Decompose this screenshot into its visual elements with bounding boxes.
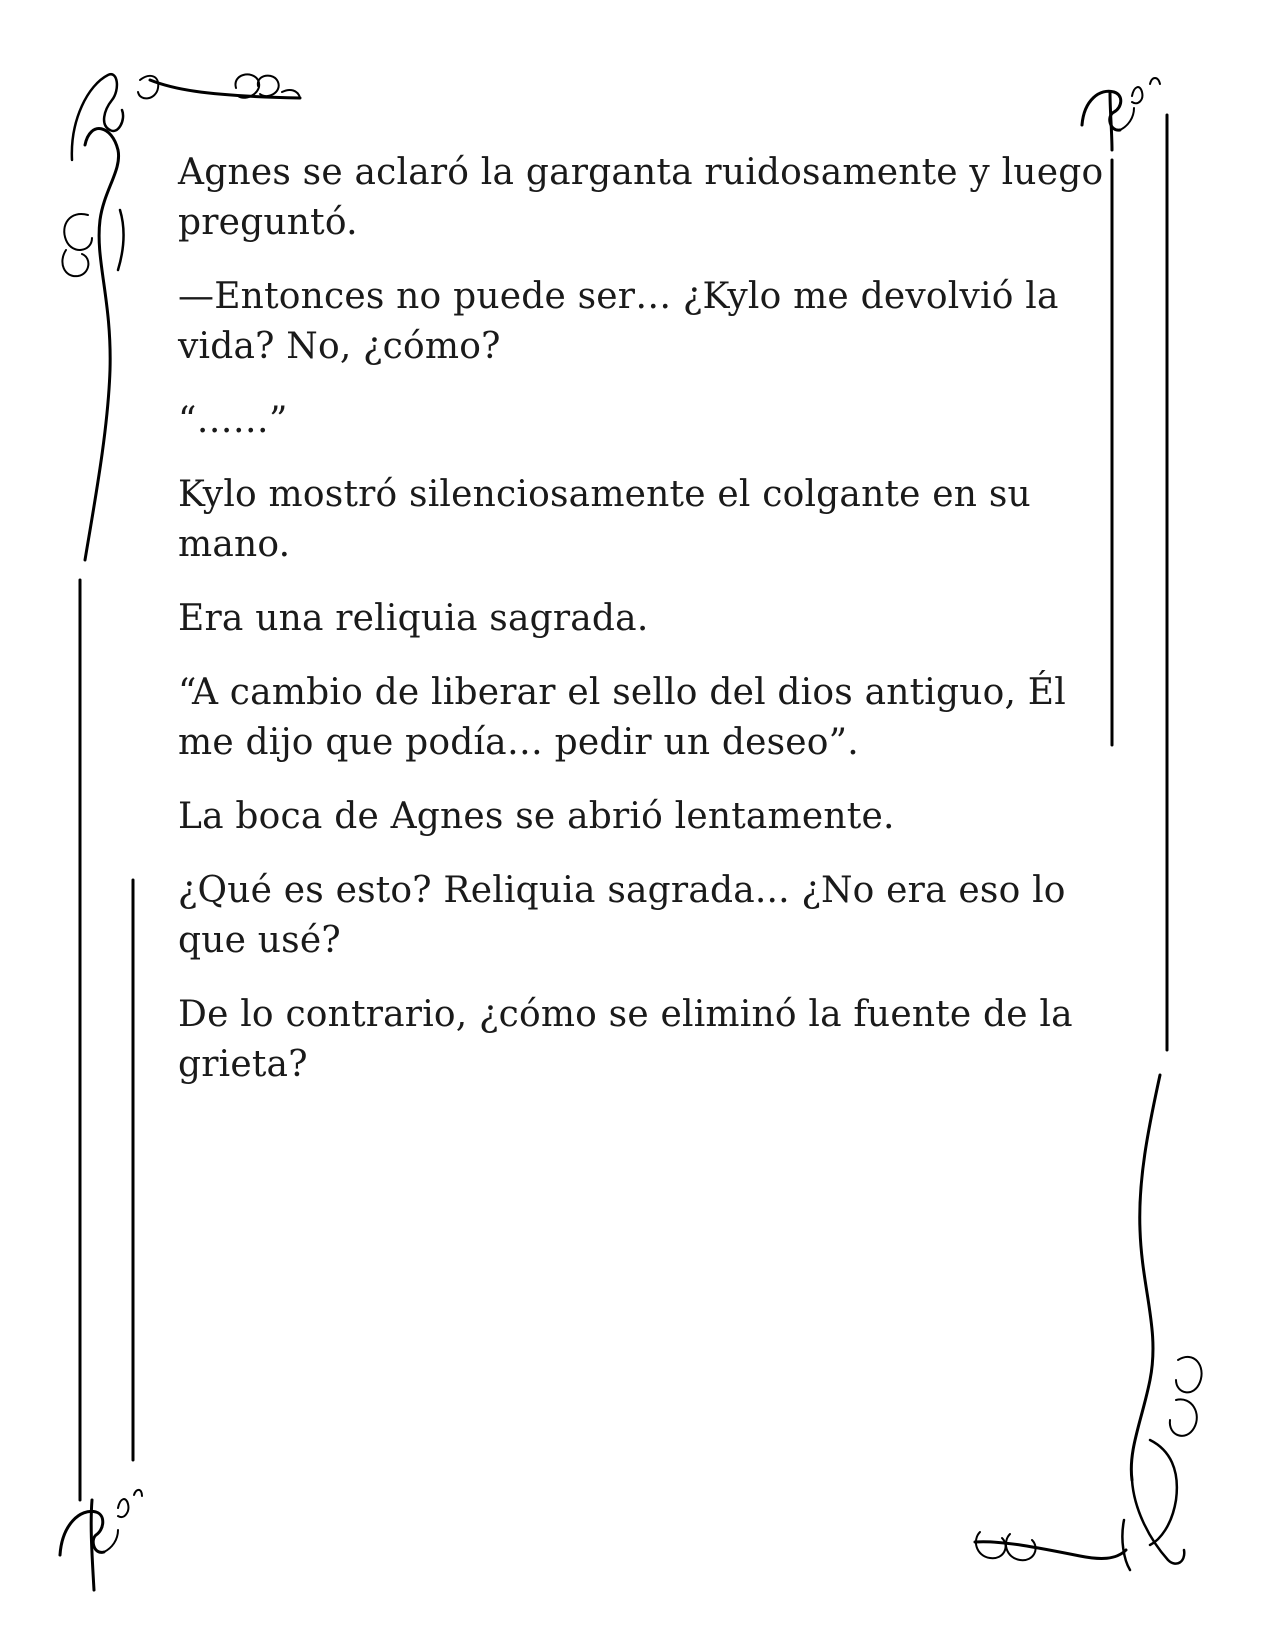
paragraph: ¿Qué es esto? Reliquia sagrada... ¿No era eso lo que usé? bbox=[178, 870, 1066, 961]
top-right-flourish-icon bbox=[1082, 78, 1160, 150]
paragraph: La boca de Agnes se abrió lentamente. bbox=[178, 796, 895, 837]
paragraph: “A cambio de liberar el sello del dios antiguo, Él me dijo que podía… pedir un deseo”. bbox=[178, 672, 1066, 763]
paragraph: —Entonces no puede ser… ¿Kylo me devolvió la vida? No, ¿cómo? bbox=[178, 276, 1059, 367]
paragraph: De lo contrario, ¿cómo se eliminó la fuente de la grieta? bbox=[178, 994, 1073, 1085]
paragraph: “……” bbox=[178, 400, 288, 441]
paragraph: Agnes se aclaró la garganta ruidosamente y luego preguntó. bbox=[178, 152, 1104, 243]
paragraph: Era una reliquia sagrada. bbox=[178, 598, 649, 639]
story-text bbox=[178, 148, 1108, 1114]
bottom-right-flourish-icon bbox=[975, 1075, 1202, 1570]
paragraph: Kylo mostró silenciosamente el colgante en su mano. bbox=[178, 474, 1031, 565]
bottom-left-flourish-icon bbox=[60, 1490, 142, 1590]
